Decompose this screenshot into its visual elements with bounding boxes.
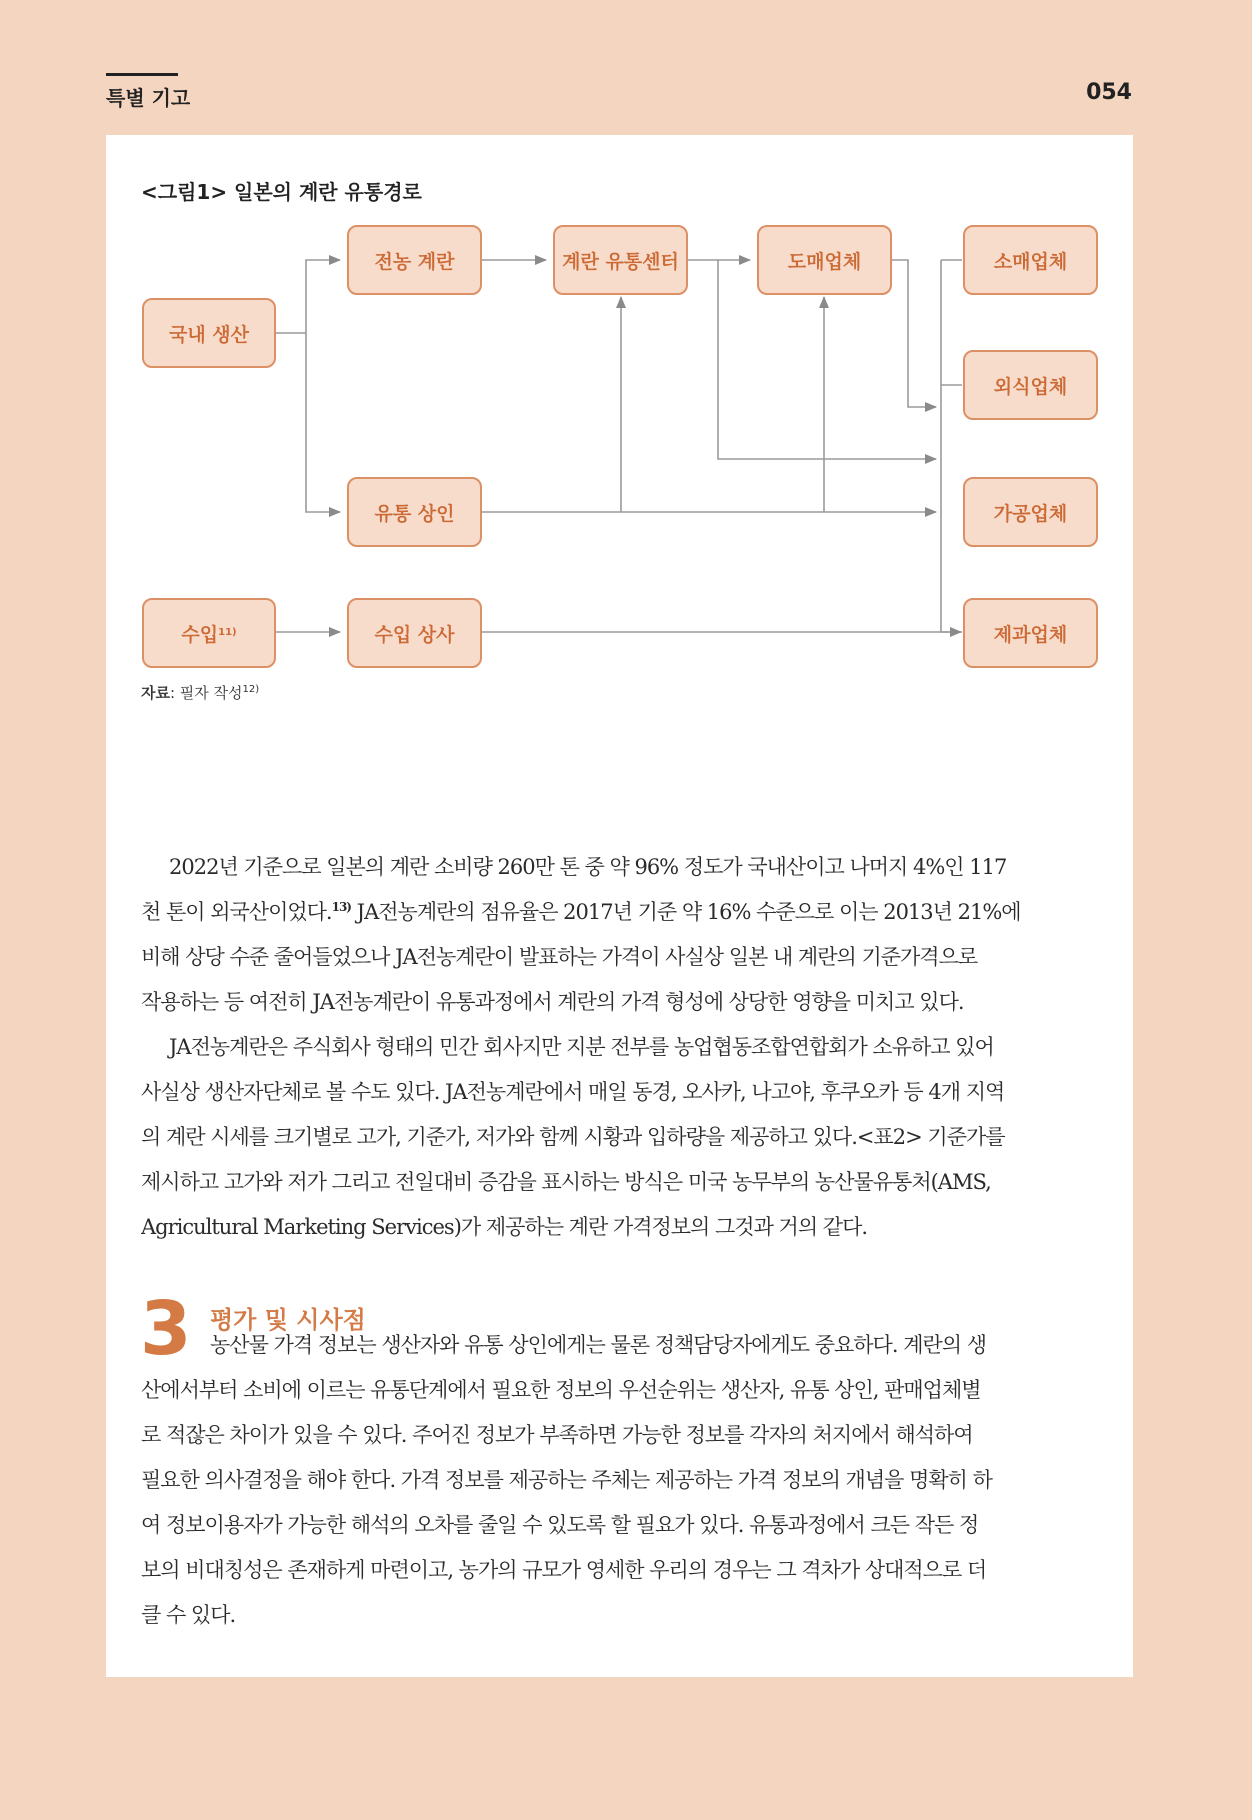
text-line: 로 적잖은 차이가 있을 수 있다. 주어진 정보가 부족하면 가능한 정보를 각자의 처지에서 해석하여 bbox=[141, 1423, 973, 1447]
figure-title: <그림1> 일본의 계란 유통경로 bbox=[141, 180, 422, 204]
paragraph-1 bbox=[141, 845, 1097, 1025]
node-label: 국내 생산 bbox=[168, 323, 250, 346]
section-tag: 특별 기고 bbox=[106, 86, 191, 110]
node-label: 외식업체 bbox=[993, 375, 1068, 398]
text-line: 의 계란 시세를 크기별로 고가, 기준가, 저가와 함께 시황과 입하량을 제공하고 있다.<표2> 기준가를 bbox=[141, 1125, 1005, 1149]
header-rule bbox=[106, 73, 178, 76]
footnote-ref: 12) bbox=[242, 684, 260, 695]
body-text bbox=[141, 845, 1097, 1250]
page-number: 054 bbox=[1086, 80, 1132, 105]
text-line: 보의 비대칭성은 존재하게 마련이고, 농가의 규모가 영세한 우리의 경우는 그 격차가 상대적으로 더 bbox=[141, 1558, 987, 1582]
node-retail bbox=[963, 225, 1098, 295]
node-import-trader bbox=[347, 598, 482, 668]
text-line: 여 정보이용자가 가능한 해석의 오차를 줄일 수 있도록 할 필요가 있다. 유통과정에서 크든 작든 정 bbox=[141, 1513, 979, 1537]
node-label: 유통 상인 bbox=[374, 502, 455, 525]
text-line: 제시하고 고가와 저가 그리고 전일대비 증감을 표시하는 방식은 미국 농무부의 농산물유통처(AMS, bbox=[141, 1170, 991, 1194]
node-label: 수입 bbox=[181, 623, 219, 646]
connector-domestic-merchant bbox=[306, 333, 340, 512]
paragraph-2 bbox=[141, 1025, 1097, 1250]
text-line: 농산물 가격 정보는 생산자와 유통 상인에게는 물론 정책담당자에게도 중요하다. 계란의 생 bbox=[210, 1333, 987, 1357]
text-segment: 천 톤이 외국산이었다. bbox=[141, 900, 332, 924]
node-distribution-center bbox=[553, 225, 688, 295]
node-wholesale bbox=[757, 225, 892, 295]
section-number: 3 bbox=[140, 1286, 192, 1372]
source-text: : 필자 작성 bbox=[169, 684, 243, 702]
text-line: 클 수 있다. bbox=[141, 1603, 236, 1627]
text-line: Agricultural Marketing Services)가 제공하는 계란 가격정보의 그것과 거의 같다. bbox=[141, 1215, 868, 1239]
node-label: 소매업체 bbox=[993, 250, 1068, 273]
node-label: 제과업체 bbox=[993, 623, 1068, 646]
text-line: 2022년 기준으로 일본의 계란 소비량 260만 톤 중 약 96% 정도가 국내산이고 나머지 4%인 117 bbox=[169, 855, 1007, 879]
text-line: 필요한 의사결정을 해야 한다. 가격 정보를 제공하는 주체는 제공하는 가격 정보의 개념을 명확히 하 bbox=[141, 1468, 992, 1492]
text-segment: JA전농계란의 점유율은 2017년 기준 약 16% 수준으로 이는 2013년 21%에 bbox=[351, 900, 1021, 924]
figure-source bbox=[141, 682, 259, 703]
node-label: 도매업체 bbox=[787, 250, 862, 273]
node-zennoh-egg bbox=[347, 225, 482, 295]
node-foodservice bbox=[963, 350, 1098, 420]
node-label: 가공업체 bbox=[993, 502, 1068, 525]
node-label: 계란 유통센터 bbox=[562, 250, 679, 273]
content-panel bbox=[106, 135, 1133, 1677]
footnote-ref: 13) bbox=[331, 900, 351, 914]
text-line: 사실상 생산자단체로 볼 수도 있다. JA전농계란에서 매일 동경, 오사카, 나고야, 후쿠오카 등 4개 지역 bbox=[141, 1080, 1005, 1104]
node-merchant bbox=[347, 477, 482, 547]
source-label: 자료 bbox=[141, 684, 170, 702]
section-first-line bbox=[210, 1323, 1097, 1368]
section-paragraph bbox=[141, 1368, 1097, 1638]
connector-wholesale-out bbox=[892, 260, 936, 407]
node-bakery bbox=[963, 598, 1098, 668]
text-line: 비해 상당 수준 줄어들었으나 JA전농계란이 발표하는 가격이 사실상 일본 내 계란의 기준가격으로 bbox=[141, 945, 978, 969]
node-import: 수입 11) bbox=[142, 598, 276, 668]
connector-domestic-branch bbox=[275, 260, 340, 333]
node-label: 전농 계란 bbox=[374, 250, 455, 273]
node-processing bbox=[963, 477, 1098, 547]
text-line bbox=[141, 890, 1097, 935]
node-label: 수입 상사 bbox=[374, 623, 455, 646]
node-domestic-production bbox=[142, 298, 276, 368]
section-heading: 평가 및 시사점 bbox=[210, 1306, 366, 1334]
text-line: 산에서부터 소비에 이르는 유통단계에서 필요한 정보의 우선순위는 생산자, 유통 상인, 판매업체별 bbox=[141, 1378, 981, 1402]
text-line: 작용하는 등 여전히 JA전농계란이 유통과정에서 계란의 가격 형성에 상당한 영향을 미치고 있다. bbox=[141, 990, 964, 1014]
text-line: JA전농계란은 주식회사 형태의 민간 회사지만 지분 전부를 농업협동조합연합회가 소유하고 있어 bbox=[169, 1035, 994, 1059]
